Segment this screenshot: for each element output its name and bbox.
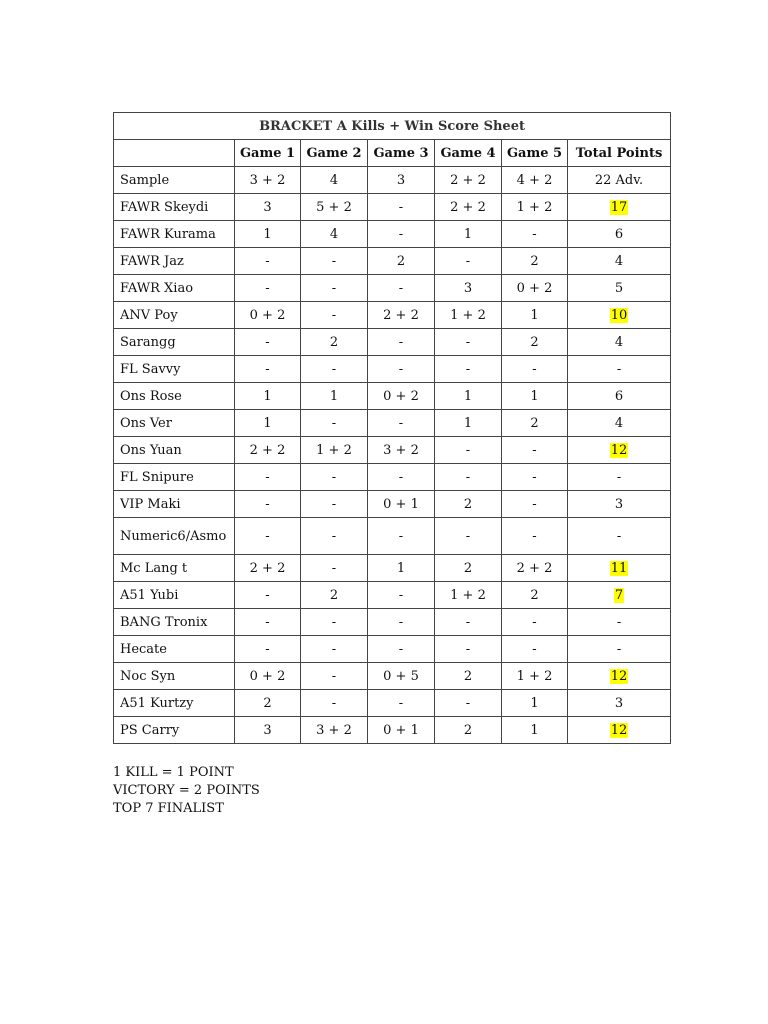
table-row — [114, 275, 671, 302]
table-row — [114, 248, 671, 275]
game-1-score-cell: 3 — [235, 194, 301, 221]
scoring-notes — [113, 764, 260, 818]
player-name-cell: FAWR Xiao — [114, 275, 235, 302]
header-row — [114, 140, 671, 167]
game-2-score-cell: 3 + 2 — [301, 717, 368, 744]
game-2-score-cell: 5 + 2 — [301, 194, 368, 221]
game-2-score-cell: - — [301, 690, 368, 717]
game-2-score-cell: - — [301, 356, 368, 383]
player-name-cell: PS Carry — [114, 717, 235, 744]
player-name-cell: FAWR Kurama — [114, 221, 235, 248]
game-5-score-cell: 1 — [502, 717, 568, 744]
game-4-score-cell: 1 — [435, 383, 502, 410]
total-value: 4 — [614, 253, 624, 269]
game-5-score-cell: 2 — [502, 248, 568, 275]
game-2-score-cell: - — [301, 410, 368, 437]
player-name-cell: FAWR Skeydi — [114, 194, 235, 221]
highlighted-total-value: 12 — [610, 722, 628, 738]
game-4-score-cell: 2 — [435, 491, 502, 518]
game-3-score-cell: 2 — [368, 248, 435, 275]
game-5-score-cell: - — [502, 518, 568, 555]
player-name-cell: FAWR Jaz — [114, 248, 235, 275]
game-3-score-cell: - — [368, 194, 435, 221]
game-4-score-cell: - — [435, 636, 502, 663]
table-row — [114, 464, 671, 491]
game-2-score-cell: - — [301, 609, 368, 636]
total-points-cell — [568, 194, 671, 221]
game-2-score-cell: 2 — [301, 329, 368, 356]
game-1-score-cell: 2 + 2 — [235, 555, 301, 582]
total-points-cell — [568, 717, 671, 744]
game-3-score-cell: - — [368, 410, 435, 437]
game-3-score-cell: - — [368, 690, 435, 717]
total-value: 5 — [614, 280, 624, 296]
game-4-score-cell: - — [435, 518, 502, 555]
score-table — [113, 112, 671, 744]
total-points-cell — [568, 356, 671, 383]
game-3-score-cell: 3 — [368, 167, 435, 194]
total-points-cell — [568, 555, 671, 582]
total-points-cell — [568, 491, 671, 518]
total-value: - — [616, 614, 622, 630]
game-4-score-cell: - — [435, 248, 502, 275]
game-5-score-cell: - — [502, 464, 568, 491]
table-row — [114, 690, 671, 717]
game-4-score-cell: 2 + 2 — [435, 194, 502, 221]
total-points-cell — [568, 663, 671, 690]
table-row — [114, 491, 671, 518]
game-3-score-cell: - — [368, 518, 435, 555]
game-1-score-cell: - — [235, 491, 301, 518]
total-value: 6 — [614, 226, 624, 242]
game-1-score-cell: 1 — [235, 410, 301, 437]
total-points-cell — [568, 518, 671, 555]
total-points-cell — [568, 437, 671, 464]
table-row — [114, 383, 671, 410]
table-row — [114, 167, 671, 194]
game-2-score-cell: - — [301, 248, 368, 275]
game-4-score-cell: 1 — [435, 221, 502, 248]
table-row — [114, 663, 671, 690]
game-5-score-cell: - — [502, 221, 568, 248]
highlighted-total-value: 12 — [610, 668, 628, 684]
game-1-score-cell: 2 + 2 — [235, 437, 301, 464]
game-2-score-cell: - — [301, 302, 368, 329]
game-4-score-cell: - — [435, 690, 502, 717]
game-1-score-cell: 1 — [235, 383, 301, 410]
table-row — [114, 609, 671, 636]
total-value: - — [616, 361, 622, 377]
game-3-score-cell: 1 — [368, 555, 435, 582]
highlighted-total-value: 10 — [610, 307, 628, 323]
game-4-score-cell: - — [435, 329, 502, 356]
game-4-score-cell: 3 — [435, 275, 502, 302]
table-row — [114, 437, 671, 464]
total-value: 6 — [614, 388, 624, 404]
total-points-cell — [568, 275, 671, 302]
table-row — [114, 302, 671, 329]
total-points-cell — [568, 221, 671, 248]
game-2-score-cell: - — [301, 636, 368, 663]
player-name-cell: A51 Yubi — [114, 582, 235, 609]
total-points-cell — [568, 329, 671, 356]
game-1-score-cell: - — [235, 518, 301, 555]
game-3-score-cell: - — [368, 609, 435, 636]
table-row — [114, 717, 671, 744]
player-name-cell: ANV Poy — [114, 302, 235, 329]
note-kill-points: 1 KILL = 1 POINT — [113, 765, 234, 780]
game-4-score-cell: 2 — [435, 717, 502, 744]
header-cell-name — [114, 140, 235, 167]
game-5-score-cell: 2 — [502, 329, 568, 356]
table-row — [114, 555, 671, 582]
total-points-cell — [568, 167, 671, 194]
player-name-cell: Mc Lang t — [114, 555, 235, 582]
game-1-score-cell: 3 — [235, 717, 301, 744]
player-name-cell: Ons Yuan — [114, 437, 235, 464]
game-3-score-cell: 3 + 2 — [368, 437, 435, 464]
game-3-score-cell: - — [368, 221, 435, 248]
note-top-finalist: TOP 7 FINALIST — [113, 801, 224, 816]
game-2-score-cell: - — [301, 518, 368, 555]
game-5-score-cell: - — [502, 609, 568, 636]
table-row — [114, 356, 671, 383]
total-value: - — [616, 469, 622, 485]
game-2-score-cell: 1 + 2 — [301, 437, 368, 464]
player-name-cell: BANG Tronix — [114, 609, 235, 636]
game-1-score-cell: 2 — [235, 690, 301, 717]
game-1-score-cell: 0 + 2 — [235, 663, 301, 690]
game-1-score-cell: - — [235, 275, 301, 302]
game-2-score-cell: 4 — [301, 221, 368, 248]
game-1-score-cell: - — [235, 248, 301, 275]
game-3-score-cell: - — [368, 356, 435, 383]
game-3-score-cell: 0 + 1 — [368, 491, 435, 518]
game-3-score-cell: - — [368, 464, 435, 491]
total-value: - — [616, 528, 622, 544]
total-points-cell — [568, 302, 671, 329]
table-row — [114, 329, 671, 356]
highlighted-total-value: 17 — [610, 199, 628, 215]
game-5-score-cell: 0 + 2 — [502, 275, 568, 302]
game-1-score-cell: - — [235, 356, 301, 383]
game-3-score-cell: - — [368, 329, 435, 356]
table-row — [114, 582, 671, 609]
player-name-cell: FL Savvy — [114, 356, 235, 383]
player-name-cell: Sample — [114, 167, 235, 194]
game-3-score-cell: - — [368, 275, 435, 302]
total-value: 4 — [614, 334, 624, 350]
total-points-cell — [568, 690, 671, 717]
game-5-score-cell: 1 + 2 — [502, 194, 568, 221]
game-5-score-cell: - — [502, 356, 568, 383]
game-2-score-cell: 1 — [301, 383, 368, 410]
total-points-cell — [568, 636, 671, 663]
game-4-score-cell: 2 — [435, 555, 502, 582]
game-5-score-cell: 2 + 2 — [502, 555, 568, 582]
total-value: 3 — [614, 695, 624, 711]
game-1-score-cell: - — [235, 329, 301, 356]
game-1-score-cell: 1 — [235, 221, 301, 248]
header-cell-game-3: Game 3 — [368, 140, 435, 167]
game-4-score-cell: - — [435, 437, 502, 464]
total-points-cell — [568, 582, 671, 609]
total-value: 3 — [614, 496, 624, 512]
header-cell-game-1: Game 1 — [235, 140, 301, 167]
game-3-score-cell: 2 + 2 — [368, 302, 435, 329]
player-name-cell: VIP Maki — [114, 491, 235, 518]
game-3-score-cell: 0 + 1 — [368, 717, 435, 744]
game-5-score-cell: - — [502, 437, 568, 464]
game-5-score-cell: 1 — [502, 383, 568, 410]
game-4-score-cell: - — [435, 609, 502, 636]
game-1-score-cell: - — [235, 582, 301, 609]
player-name-cell: Sarangg — [114, 329, 235, 356]
player-name-cell: Ons Rose — [114, 383, 235, 410]
sheet-title: BRACKET A Kills + Win Score Sheet — [114, 113, 671, 140]
header-cell-game-4: Game 4 — [435, 140, 502, 167]
game-4-score-cell: - — [435, 464, 502, 491]
game-1-score-cell: 3 + 2 — [235, 167, 301, 194]
game-1-score-cell: - — [235, 609, 301, 636]
game-4-score-cell: 1 + 2 — [435, 582, 502, 609]
game-5-score-cell: - — [502, 636, 568, 663]
game-1-score-cell: 0 + 2 — [235, 302, 301, 329]
table-row — [114, 194, 671, 221]
game-1-score-cell: - — [235, 636, 301, 663]
game-4-score-cell: 2 + 2 — [435, 167, 502, 194]
game-2-score-cell: - — [301, 275, 368, 302]
game-1-score-cell: - — [235, 464, 301, 491]
total-points-cell — [568, 464, 671, 491]
game-3-score-cell: 0 + 2 — [368, 383, 435, 410]
note-victory-points: VICTORY = 2 POINTS — [113, 783, 260, 798]
total-points-cell — [568, 383, 671, 410]
game-2-score-cell: - — [301, 491, 368, 518]
game-4-score-cell: 2 — [435, 663, 502, 690]
highlighted-total-value: 11 — [610, 560, 628, 576]
table-row — [114, 518, 671, 555]
header-cell-game-5: Game 5 — [502, 140, 568, 167]
game-2-score-cell: - — [301, 663, 368, 690]
game-4-score-cell: 1 — [435, 410, 502, 437]
table-row — [114, 636, 671, 663]
game-4-score-cell: - — [435, 356, 502, 383]
player-name-cell: Hecate — [114, 636, 235, 663]
player-name-cell: FL Snipure — [114, 464, 235, 491]
total-value: 4 — [614, 415, 624, 431]
player-name-cell: A51 Kurtzy — [114, 690, 235, 717]
player-name-cell: Numeric6/Asmo — [114, 518, 235, 555]
game-5-score-cell: - — [502, 491, 568, 518]
total-points-cell — [568, 609, 671, 636]
game-2-score-cell: - — [301, 555, 368, 582]
total-value: 22 Adv. — [594, 172, 644, 188]
table-row — [114, 410, 671, 437]
game-5-score-cell: 1 — [502, 302, 568, 329]
highlighted-total-value: 7 — [614, 587, 624, 603]
game-3-score-cell: - — [368, 582, 435, 609]
game-2-score-cell: 4 — [301, 167, 368, 194]
game-3-score-cell: - — [368, 636, 435, 663]
title-row — [114, 113, 671, 140]
player-name-cell: Ons Ver — [114, 410, 235, 437]
game-5-score-cell: 2 — [502, 582, 568, 609]
game-5-score-cell: 1 — [502, 690, 568, 717]
game-5-score-cell: 2 — [502, 410, 568, 437]
total-value: - — [616, 641, 622, 657]
game-5-score-cell: 4 + 2 — [502, 167, 568, 194]
game-2-score-cell: 2 — [301, 582, 368, 609]
player-name-cell: Noc Syn — [114, 663, 235, 690]
total-points-cell — [568, 410, 671, 437]
game-3-score-cell: 0 + 5 — [368, 663, 435, 690]
header-cell-game-2: Game 2 — [301, 140, 368, 167]
table-row — [114, 221, 671, 248]
game-4-score-cell: 1 + 2 — [435, 302, 502, 329]
highlighted-total-value: 12 — [610, 442, 628, 458]
game-2-score-cell: - — [301, 464, 368, 491]
total-points-cell — [568, 248, 671, 275]
game-5-score-cell: 1 + 2 — [502, 663, 568, 690]
header-cell-total-points: Total Points — [568, 140, 671, 167]
